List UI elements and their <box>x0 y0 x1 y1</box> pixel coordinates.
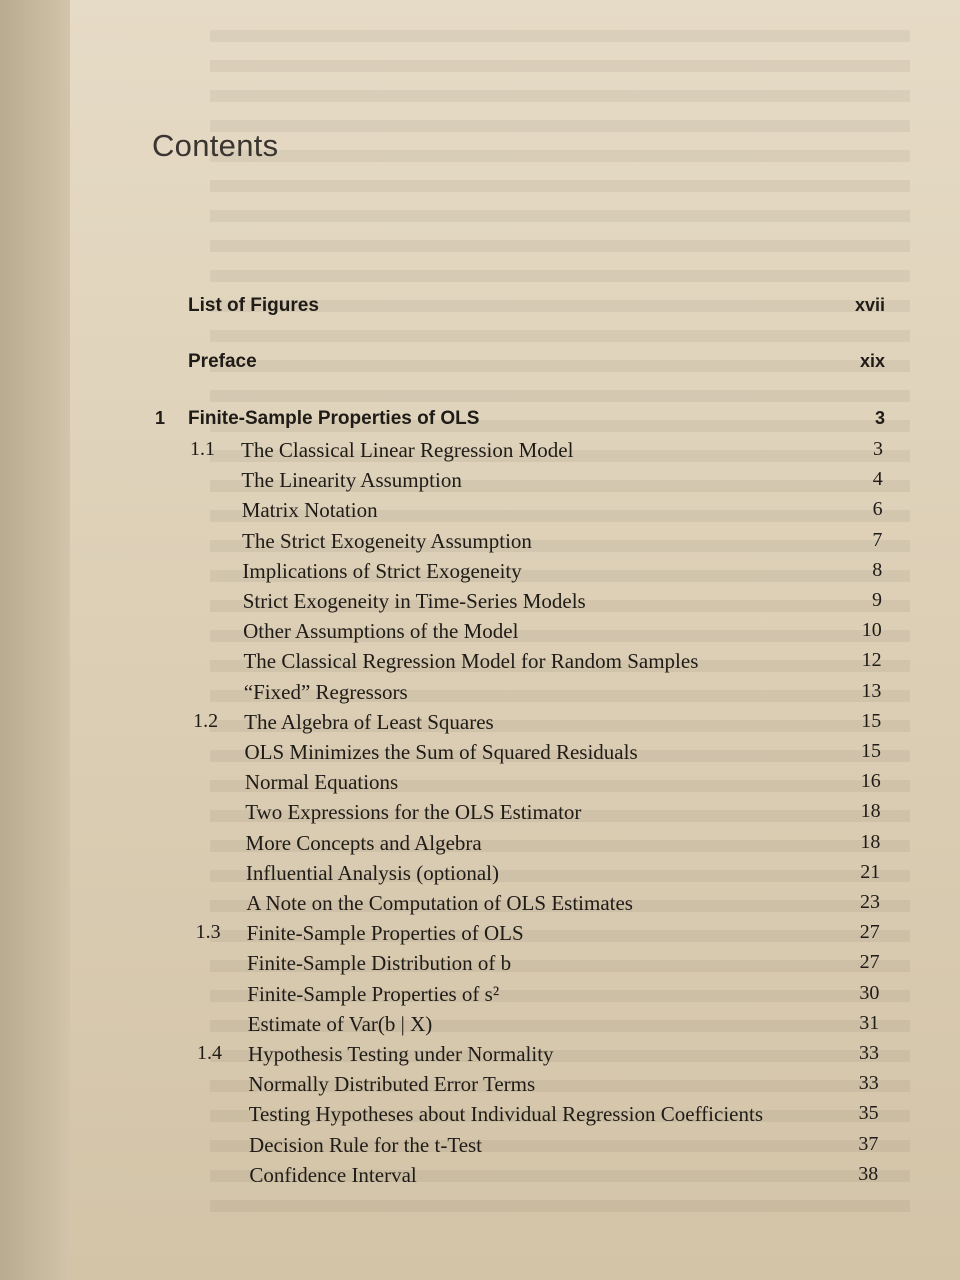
toc-row <box>0 1042 960 1072</box>
toc-row <box>0 740 960 770</box>
toc-page-number: 4 <box>872 468 883 491</box>
toc-page-number: 35 <box>858 1102 879 1125</box>
toc-page-number: xix <box>859 351 885 371</box>
section-number: 1.1 <box>190 438 215 460</box>
toc-title: Implications of Strict Exogeneity <box>242 558 522 583</box>
toc-row <box>0 529 960 559</box>
toc-page-number: 37 <box>858 1132 879 1155</box>
toc-title: Hypothesis Testing under Normality <box>248 1042 554 1066</box>
toc-row <box>0 861 960 891</box>
toc-title: Decision Rule for the t-Test <box>249 1132 483 1157</box>
toc-row <box>0 891 960 921</box>
toc-row <box>0 1072 960 1102</box>
toc-row-chapter-1 <box>0 408 960 438</box>
toc-row <box>0 770 960 800</box>
toc-title: List of Figures <box>188 295 319 316</box>
toc-row-list-of-figures <box>0 295 960 325</box>
toc-page-number: 15 <box>861 709 882 732</box>
toc-page-number: 27 <box>859 921 880 944</box>
toc-row <box>0 982 960 1012</box>
toc-title: Testing Hypotheses about Individual Regression Coefficients <box>248 1102 763 1127</box>
toc-title: Strict Exogeneity in Time-Series Models <box>242 589 586 613</box>
toc-page-number: 12 <box>861 649 882 672</box>
toc-page-number: 21 <box>860 860 881 883</box>
toc-page-number: 33 <box>859 1042 879 1064</box>
toc-title: Finite-Sample Properties of s² <box>247 981 500 1006</box>
toc-page-number: 7 <box>872 528 883 551</box>
toc-title: The Linearity Assumption <box>241 468 462 493</box>
toc-row <box>0 800 960 830</box>
toc-title: Other Assumptions of the Model <box>243 619 519 644</box>
toc-page-number: 18 <box>860 800 881 823</box>
toc-row-preface <box>0 351 960 381</box>
page-title: Contents <box>152 128 279 163</box>
toc-title: A Note on the Computation of OLS Estimates <box>246 891 633 915</box>
toc-title: The Classical Regression Model for Random Samples <box>243 649 699 674</box>
toc-title: Confidence Interval <box>249 1162 417 1187</box>
toc-row <box>0 831 960 861</box>
toc-row <box>0 559 960 589</box>
chapter-number: 1 <box>155 408 166 428</box>
toc-page-number: 31 <box>859 1011 880 1034</box>
toc-page-number: 10 <box>861 619 882 642</box>
section-number: 1.3 <box>195 921 221 944</box>
toc-page-number: 6 <box>872 498 883 521</box>
toc-title: OLS Minimizes the Sum of Squared Residuals <box>244 740 638 764</box>
toc-title: Matrix Notation <box>241 498 378 523</box>
toc-page-number: 9 <box>872 589 882 611</box>
toc-title: The Algebra of Least Squares <box>244 709 494 734</box>
toc-row <box>0 1163 960 1193</box>
toc-page-number: 13 <box>861 679 882 702</box>
toc-page-number: 30 <box>859 981 880 1004</box>
toc-row <box>0 951 960 981</box>
toc-page-number: 23 <box>860 891 880 913</box>
toc-page-number: 18 <box>860 830 881 853</box>
toc-page-number: xvii <box>854 295 885 315</box>
toc-title: The Strict Exogeneity Assumption <box>242 528 532 553</box>
toc-title: Two Expressions for the OLS Estimator <box>245 800 582 825</box>
toc-page-number: 8 <box>872 558 883 581</box>
toc-title: Influential Analysis (optional) <box>245 860 500 885</box>
toc-row <box>0 680 960 710</box>
toc-row <box>0 921 960 951</box>
toc-title: The Classical Linear Regression Model <box>241 438 574 462</box>
toc-page-number: 33 <box>858 1072 879 1095</box>
toc-row <box>0 1133 960 1163</box>
toc-row <box>0 589 960 619</box>
section-number: 1.4 <box>197 1042 222 1064</box>
toc-row <box>0 619 960 649</box>
toc-title: “Fixed” Regressors <box>243 679 408 704</box>
toc-row <box>0 710 960 740</box>
toc-page-number: 15 <box>861 740 881 762</box>
toc-row <box>0 1102 960 1132</box>
toc-title: Finite-Sample Properties of OLS <box>246 921 524 946</box>
toc-row <box>0 498 960 528</box>
toc-title: More Concepts and Algebra <box>245 830 482 855</box>
toc-title: Finite-Sample Distribution of b <box>246 951 512 976</box>
toc-row <box>0 649 960 679</box>
toc-title: Estimate of Var(b | X) <box>247 1011 433 1036</box>
chapter-title: Finite-Sample Properties of OLS <box>188 408 480 429</box>
toc-page-number: 27 <box>859 951 880 974</box>
toc-page-number: 38 <box>858 1162 879 1185</box>
toc-title: Normally Distributed Error Terms <box>248 1072 536 1097</box>
section-number: 1.2 <box>193 709 219 732</box>
toc-page-number: 16 <box>860 770 881 793</box>
toc-title: Normal Equations <box>244 770 399 795</box>
toc-row <box>0 438 960 468</box>
toc-page-number: 3 <box>874 408 885 428</box>
toc-row <box>0 468 960 498</box>
toc-title: Preface <box>188 351 257 372</box>
toc-row <box>0 1012 960 1042</box>
toc-page-number: 3 <box>873 438 883 460</box>
